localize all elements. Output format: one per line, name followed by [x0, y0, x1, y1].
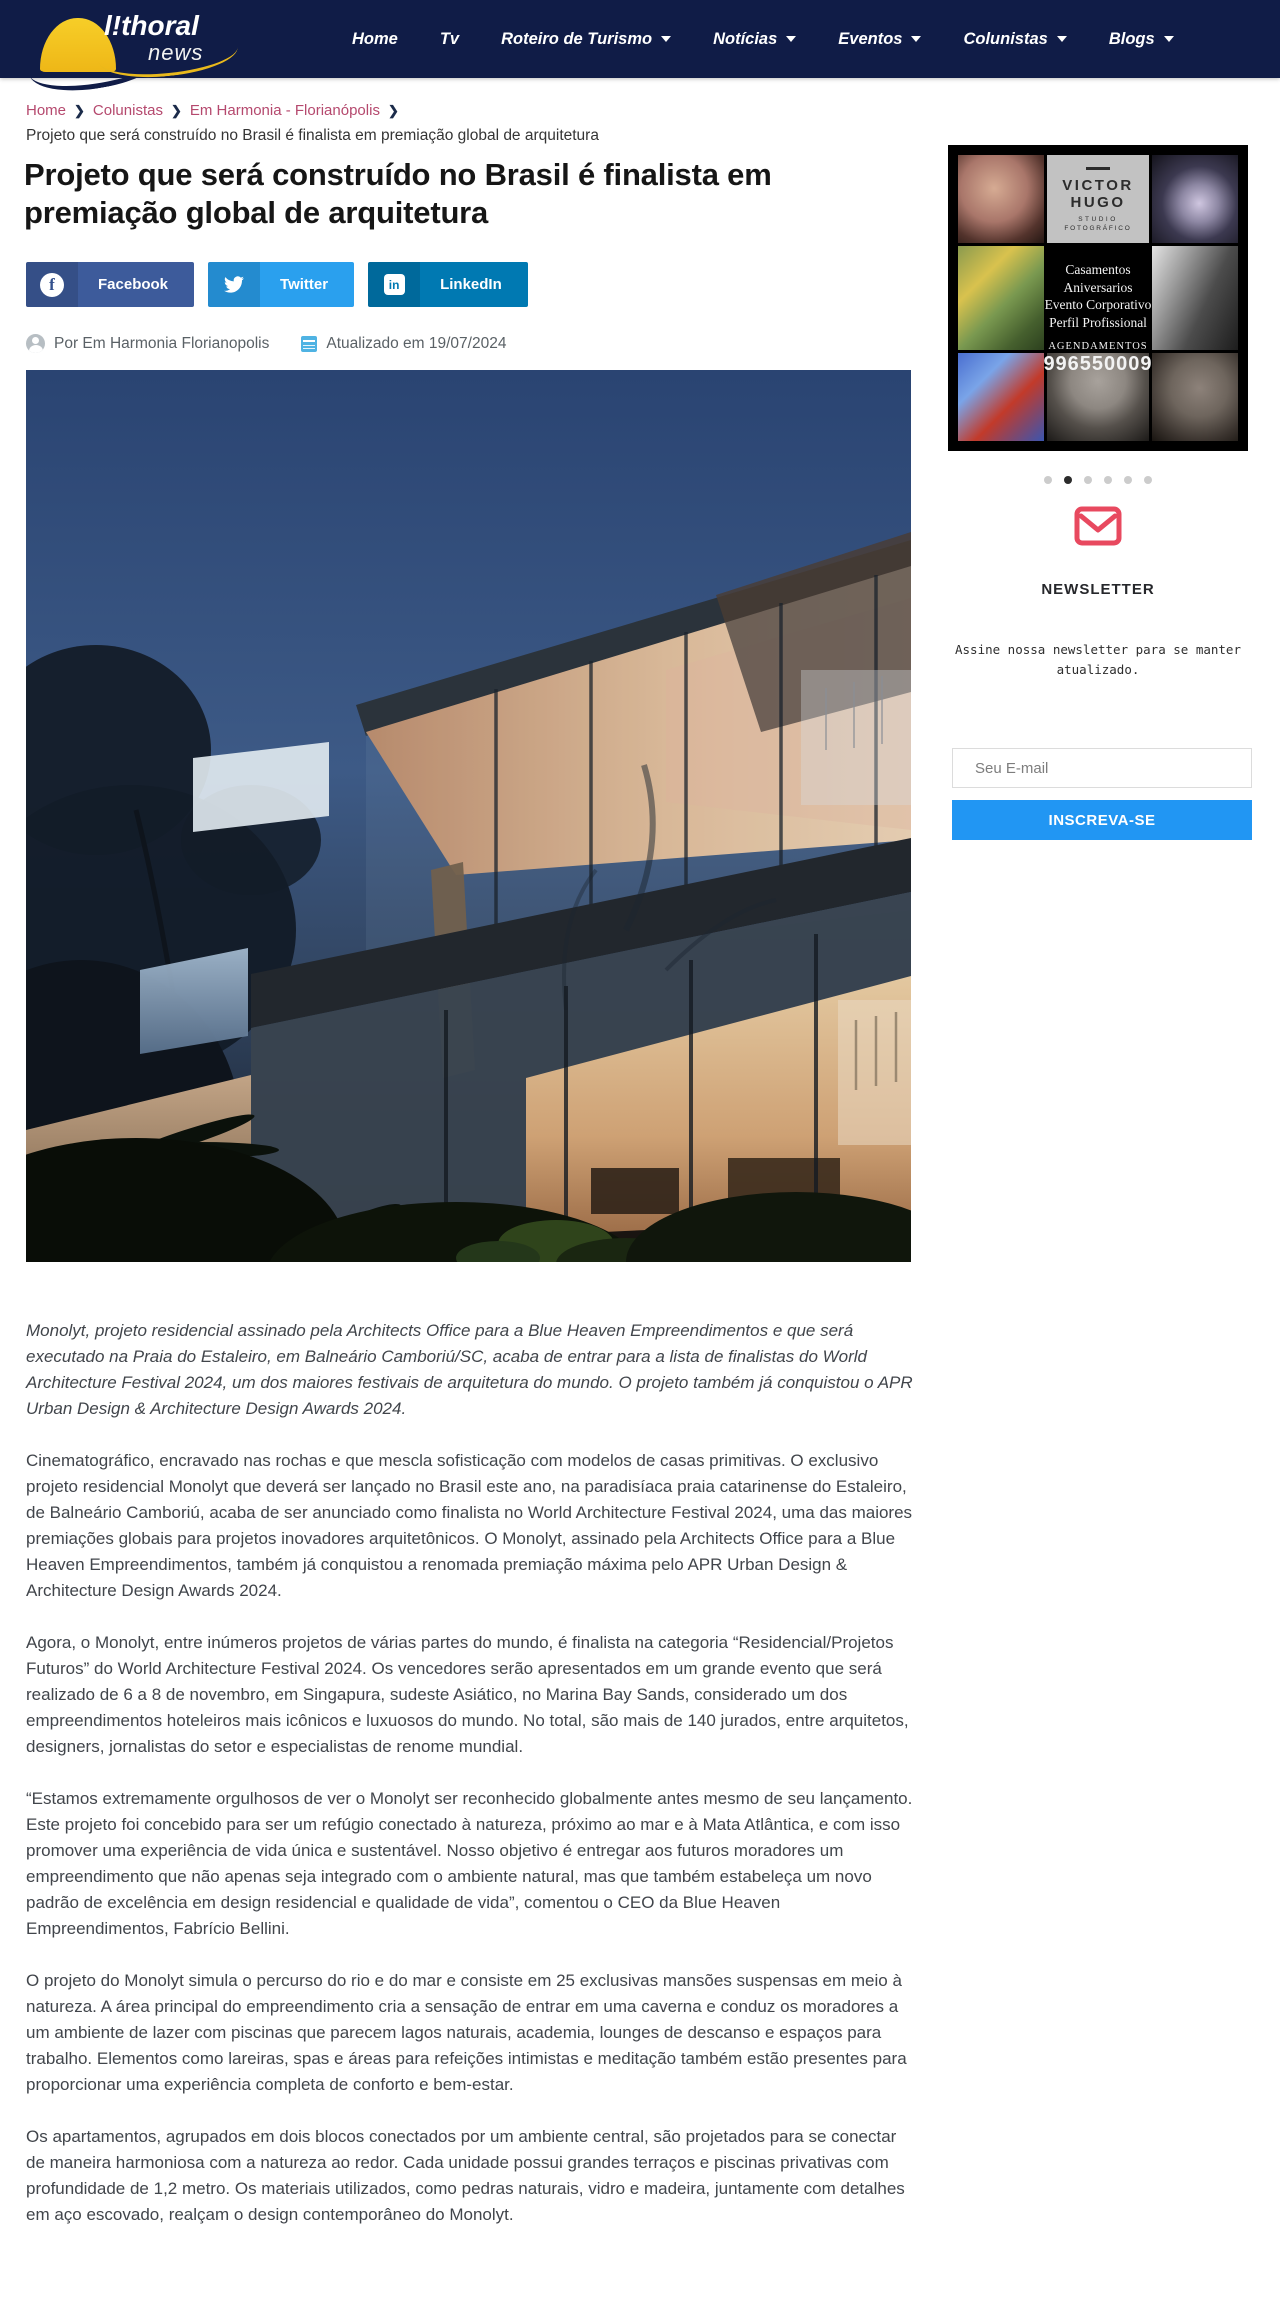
ad-services-text [993, 261, 1203, 376]
hero-architecture-render [26, 370, 911, 1262]
breadcrumb-home[interactable]: Home [26, 102, 67, 119]
breadcrumb-separator-icon: ❯ [170, 103, 182, 118]
newsletter-icon-wrap [948, 506, 1248, 546]
ad-photo-makeup [958, 155, 1044, 243]
nav-label: Colunistas [963, 29, 1048, 48]
article-paragraph: Os apartamentos, agrupados em dois blocos conectados por um ambiente central, são projetados para se conectar de maneira harmoniosa com a natureza ao redor. Cada unidade possui grandes terraços e piscinas privativas com profundidade de 1,2 metro. Os materiais utilizados, como pedras naturais, vidro e madeira, juntamente com detalhes em aço escovado, realçam o design contemporâneo do Monolyt. [26, 2127, 905, 2224]
calendar-icon [301, 336, 317, 352]
newsletter-description: Assine nossa newsletter para se manter atualizado. [955, 642, 1241, 677]
ad-logo-line: HUGO [1070, 193, 1126, 211]
nav-label: Notícias [713, 29, 778, 48]
nav-label: Blogs [1108, 29, 1155, 48]
page-title: Projeto que será construído no Brasil é finalista em premiação global de arquitetura [24, 157, 772, 230]
nav-item-tv[interactable] [440, 30, 459, 49]
article-paragraph: O projeto do Monolyt simula o percurso do rio e do mar e consiste em 25 exclusivas mansões suspensas em meio à natureza. A área principal do empreendimento cria a sensação de entrar em uma caverna e conduz os moradores a um ambiente de lazer com piscinas que parecem lagos naturais, academia, lounges de descanso e espaços para trabalho. Elementos como lareiras, spas e áreas para refeições intimistas e meditação também estão presentes para proporcionar uma experiência completa de conforto e bem-estar. [26, 1971, 907, 2094]
site-logo[interactable] [38, 2, 238, 76]
ad-service-line: Casamentos [1065, 262, 1131, 277]
logo-sub-wordmark: news [148, 40, 204, 65]
breadcrumb-separator-icon: ❯ [387, 103, 399, 118]
article-hero-image [26, 370, 911, 1262]
updated-group [301, 335, 506, 353]
main-nav [352, 0, 1174, 78]
carousel-dot-active[interactable] [1064, 476, 1072, 484]
nav-item-colunistas[interactable] [963, 30, 1066, 49]
ad-studio-logo [1047, 155, 1149, 243]
facebook-f-glyph: f [40, 273, 64, 297]
breadcrumb-colunistas[interactable]: Colunistas [92, 102, 163, 119]
article-paragraph: “Estamos extremamente orgulhosos de ver o Monolyt ser reconhecido globalmente antes mesmo de seu lançamento. Este projeto foi concebido para ser um refúgio conectado à natureza, próximo ao mar e à Mata Atlântica, e com isso promover uma experiência de vida única e sustentável. Nosso objetivo é entregar aos futuros moradores um empreendimento que não apenas seja integrado com o ambiente natural, mas que também estabeleça um novo padrão de excelência em design residencial e qualidade de vida”, comentou o CEO da Blue Heaven Empreendimentos, Fabrício Bellini. [26, 1789, 913, 1938]
updated-date: Atualizado em 19/07/2024 [326, 334, 507, 352]
ad-logo-line: FOTOGRÁFICO [1064, 224, 1132, 232]
carousel-dot[interactable] [1104, 476, 1112, 484]
carousel-dot[interactable] [1124, 476, 1132, 484]
ad-logo-bar [1086, 167, 1110, 170]
twitter-bird-icon [208, 262, 260, 307]
ad-service-line: Aniversarios [1063, 279, 1133, 295]
share-twitter-label: Twitter [280, 276, 329, 293]
ad-carousel-dots [948, 476, 1248, 484]
author-avatar-icon [26, 334, 45, 353]
nav-item-home[interactable] [352, 30, 398, 49]
linkedin-icon [368, 262, 420, 307]
nav-item-blogs[interactable] [1109, 30, 1174, 49]
author-group [26, 334, 269, 353]
share-facebook-label: Facebook [98, 276, 169, 293]
ad-photo-collage [958, 155, 1238, 441]
breadcrumb [26, 102, 407, 119]
article-paragraph: Agora, o Monolyt, entre inúmeros projetos de várias partes do mundo, é finalista na categoria “Residencial/Projetos Futuros” do World Architecture Festival 2024. Os vencedores serão apresentados em um grande evento que será realizado de 6 a 8 de novembro, em Singapura, sudeste Asiático, no Marina Bay Sands, considerado um dos empreendimentos hoteleiros mais icônicos e luxuosos do mundo. No total, são mais de 140 jurados, entre arquitetos, designers, jornalistas do setor e especialistas de renome mundial. [26, 1633, 909, 1756]
ad-service-line: Perfil Profissional [1049, 314, 1147, 330]
newsletter-title: NEWSLETTER [1041, 581, 1155, 598]
chevron-down-icon [661, 36, 671, 42]
breadcrumb-separator-icon: ❯ [74, 103, 85, 118]
carousel-dot[interactable] [1044, 476, 1052, 484]
linkedin-in-glyph: in [384, 274, 405, 295]
newsletter-subscribe-button[interactable]: INSCREVA-SE [952, 800, 1252, 840]
site-header [0, 0, 1280, 78]
share-linkedin-label: LinkedIn [440, 276, 502, 293]
breadcrumb-current-page: Projeto que será construído no Brasil é finalista em premiação global de arquitetura [26, 127, 599, 144]
nav-label: Eventos [838, 29, 903, 48]
nav-label: Roteiro de Turismo [501, 29, 653, 48]
nav-label: Home [352, 29, 398, 48]
chevron-down-icon [1164, 36, 1174, 42]
ad-logo-line: VICTOR [1062, 176, 1134, 194]
ad-phone-number: 996550009 [1043, 353, 1153, 375]
facebook-icon [26, 262, 78, 307]
article-body [26, 1318, 914, 2254]
share-twitter-button[interactable] [208, 262, 354, 307]
newsletter-email-input[interactable] [952, 748, 1252, 788]
ad-agenda-label: AGENDAMENTOS [1048, 341, 1148, 352]
ad-service-line: Evento Corporativo [1044, 297, 1152, 312]
ad-photo-wedding [1152, 155, 1238, 243]
article-paragraph: Monolyt, projeto residencial assinado pela Architects Office para a Blue Heaven Empreendimentos e que será executado na Praia do Estaleiro, em Balneário Camboriú/SC, acaba de entrar para a lista de finalistas do World Architecture Festival 2024, um dos maiores festivais de arquitetura do mundo. O projeto também já conquistou o APR Urban Design & Architecture Design Awards 2024. [26, 1321, 913, 1418]
sidebar-ad-victor-hugo[interactable] [948, 145, 1248, 451]
chevron-down-icon [911, 36, 921, 42]
share-facebook-button[interactable] [26, 262, 194, 307]
chevron-down-icon [1057, 36, 1067, 42]
carousel-dot[interactable] [1144, 476, 1152, 484]
nav-item-roteiro-de-turismo[interactable] [501, 30, 671, 49]
nav-item-eventos[interactable] [838, 30, 921, 49]
share-linkedin-button[interactable] [368, 262, 528, 307]
article-meta-row [26, 334, 506, 353]
breadcrumb-em-harmonia[interactable]: Em Harmonia - Florianópolis [189, 102, 380, 119]
nav-item-noticias[interactable] [713, 30, 796, 49]
envelope-icon [1074, 506, 1122, 546]
ad-logo-line: STUDIO [1078, 215, 1118, 223]
carousel-dot[interactable] [1084, 476, 1092, 484]
author-byline: Por Em Harmonia Florianopolis [54, 334, 270, 352]
logo-wordmark: l!thoral [104, 10, 199, 41]
share-buttons [26, 262, 528, 307]
article-paragraph: Cinematográfico, encravado nas rochas e que mescla sofisticação com modelos de casas primitivas. O exclusivo projeto residencial Monolyt que deverá ser lançado no Brasil este ano, na paradisíaca praia catarinense do Estaleiro, de Balneário Camboriú, acaba de ser anunciado como finalista no World Architecture Festival 2024, uma das maiores premiações globais para projetos inovadores arquitetônicos. O Monolyt, assinado pela Architects Office para a Blue Heaven Empreendimentos, também já conquistou a renomada premiação máxima pelo APR Urban Design & Architecture Design Awards 2024. [26, 1451, 913, 1600]
chevron-down-icon [786, 36, 796, 42]
nav-label: Tv [439, 29, 460, 48]
